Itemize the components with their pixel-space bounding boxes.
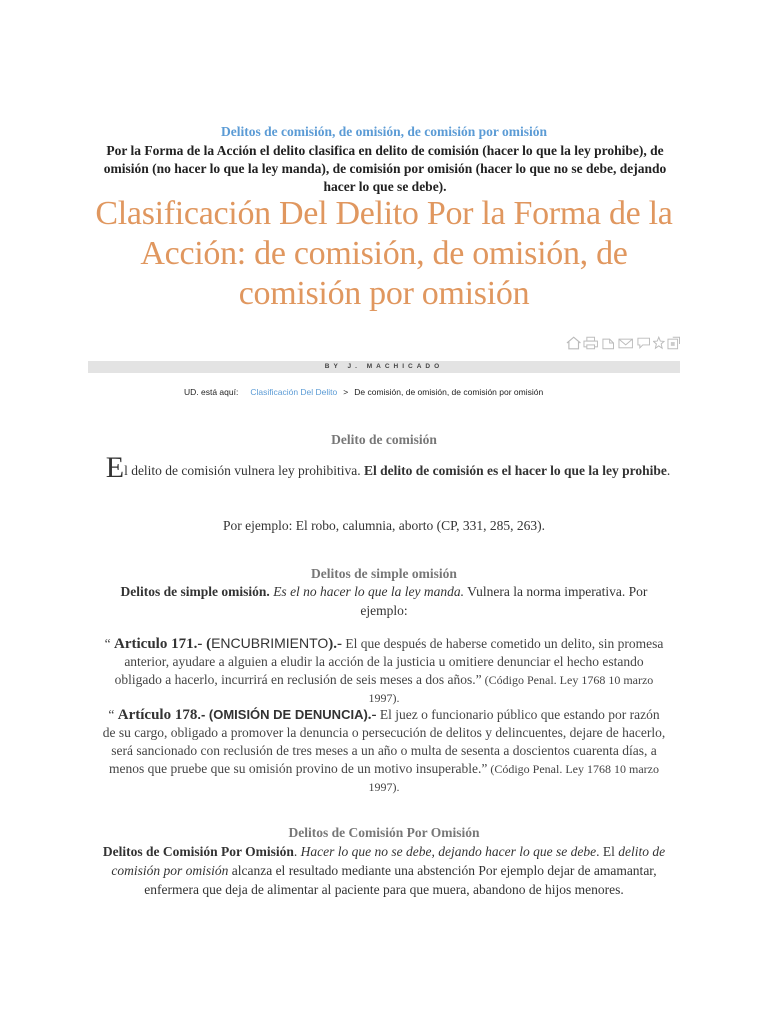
article-close: ).- [328, 636, 343, 652]
article-number: Articulo 171.- ( [114, 636, 212, 652]
comision-definition: El delito de comisión es el hacer lo que la ley prohibe [364, 463, 667, 478]
print-icon[interactable] [583, 336, 598, 350]
breadcrumb [184, 387, 664, 397]
section-heading-comision: Delito de comisión [331, 432, 437, 447]
save-icon[interactable] [667, 336, 680, 350]
article-citation: (Código Penal. Ley 1768 10 marzo 1997). [368, 673, 654, 705]
quote-open: “ [108, 707, 118, 722]
comment-icon[interactable] [636, 336, 651, 350]
cpo-mid: . El [596, 844, 619, 859]
print-page-icon[interactable] [601, 336, 616, 350]
breadcrumb-label: UD. está aquí: [184, 387, 239, 397]
omision-term: Delitos de simple omisión. [120, 584, 270, 599]
article-name: .- (OMISIÓN DE DENUNCIA) [197, 707, 368, 722]
article-number: Artículo 178 [117, 707, 198, 723]
omision-text: Vulnera la norma imperativa. Por ejemplo: [360, 584, 648, 618]
article-text: El que después de haberse cometido un delito, sin promesa anterior, ayudare a alguien a eludir la acción de la justicia u omitiere denunciar el hecho estando obligado a hacerlo, incurrirá en reclusión de seis meses a dos años.” [114, 636, 664, 687]
paragraph-comision-por-omision [88, 842, 680, 899]
bookmark-icon[interactable] [653, 336, 665, 350]
breadcrumb-link-parent[interactable]: Clasificación Del Delito [250, 387, 338, 397]
home-icon[interactable] [566, 336, 581, 350]
share-toolbar [566, 330, 680, 350]
section-heading-comision-por-omision: Delitos de Comisión Por Omisión [288, 825, 480, 840]
byline: BY J. MACHICADO [88, 361, 680, 373]
article-kicker: Delitos de comisión, de omisión, de comisión por omisión [220, 124, 548, 139]
article-name: ENCUBRIMIENTO [211, 635, 329, 651]
quote-articulo-171 [102, 634, 666, 707]
article-close: .- [367, 707, 377, 723]
article-title: Clasificación Del Delito Por la Forma de la Acción: de comisión, de omisión, de comisión por omisión [95, 195, 673, 312]
paragraph-example: Por ejemplo: El robo, calumnia, aborto (CP, 331, 285, 263). [222, 518, 546, 533]
cpo-dot: . [293, 844, 301, 859]
comision-text: l delito de comisión vulnera ley prohibitiva. [124, 463, 365, 478]
cpo-definition: Hacer lo que no se debe, dejando hacer lo que se debe [300, 844, 597, 859]
article-citation: (Código Penal. Ley 1768 10 marzo 1997). [368, 762, 659, 794]
dropcap: E [105, 451, 125, 484]
paragraph-omision [108, 582, 660, 620]
paragraph-comision [96, 451, 680, 484]
comision-text-end: . [666, 463, 671, 478]
article-lede: Por la Forma de la Acción el delito clasifica en delito de comisión (hacer lo que la ley prohibe), de omisión (no hacer lo que la ley manda), de comisión por omisión (hacer lo que no se debe, dejando hacer lo que se debe). [103, 143, 667, 194]
cpo-term-italic: delito de comisión por omisión [111, 844, 666, 878]
section-heading-omision: Delitos de simple omisión [311, 566, 457, 581]
article-text: El juez o funcionario público que estando por razón de su cargo, obligado a promover la denuncia o persecución de delitos y delincuentes, dejare de hacerlo, será sancionado con reclusión de tres meses a un año o multa de sesenta a doscientos cuarenta días, a menos que pruebe que su omisión provino de un motivo insuperable.” [102, 707, 666, 776]
quote-open: “ [104, 636, 115, 651]
email-icon[interactable] [618, 336, 633, 350]
cpo-term: Delitos de Comisión Por Omisión [102, 844, 294, 859]
cpo-text: alcanza el resultado mediante una abstención Por ejemplo dejar de amamantar, enfermera que deja de alimentar al paciente para que muera, abandono de hijos menores. [144, 863, 657, 897]
quote-articulo-178 [102, 706, 666, 796]
omision-definition: Es el no hacer lo que la ley manda. [273, 584, 465, 599]
breadcrumb-current: De comisión, de omisión, de comisión por omisión [354, 387, 544, 397]
breadcrumb-separator: > [343, 387, 349, 397]
